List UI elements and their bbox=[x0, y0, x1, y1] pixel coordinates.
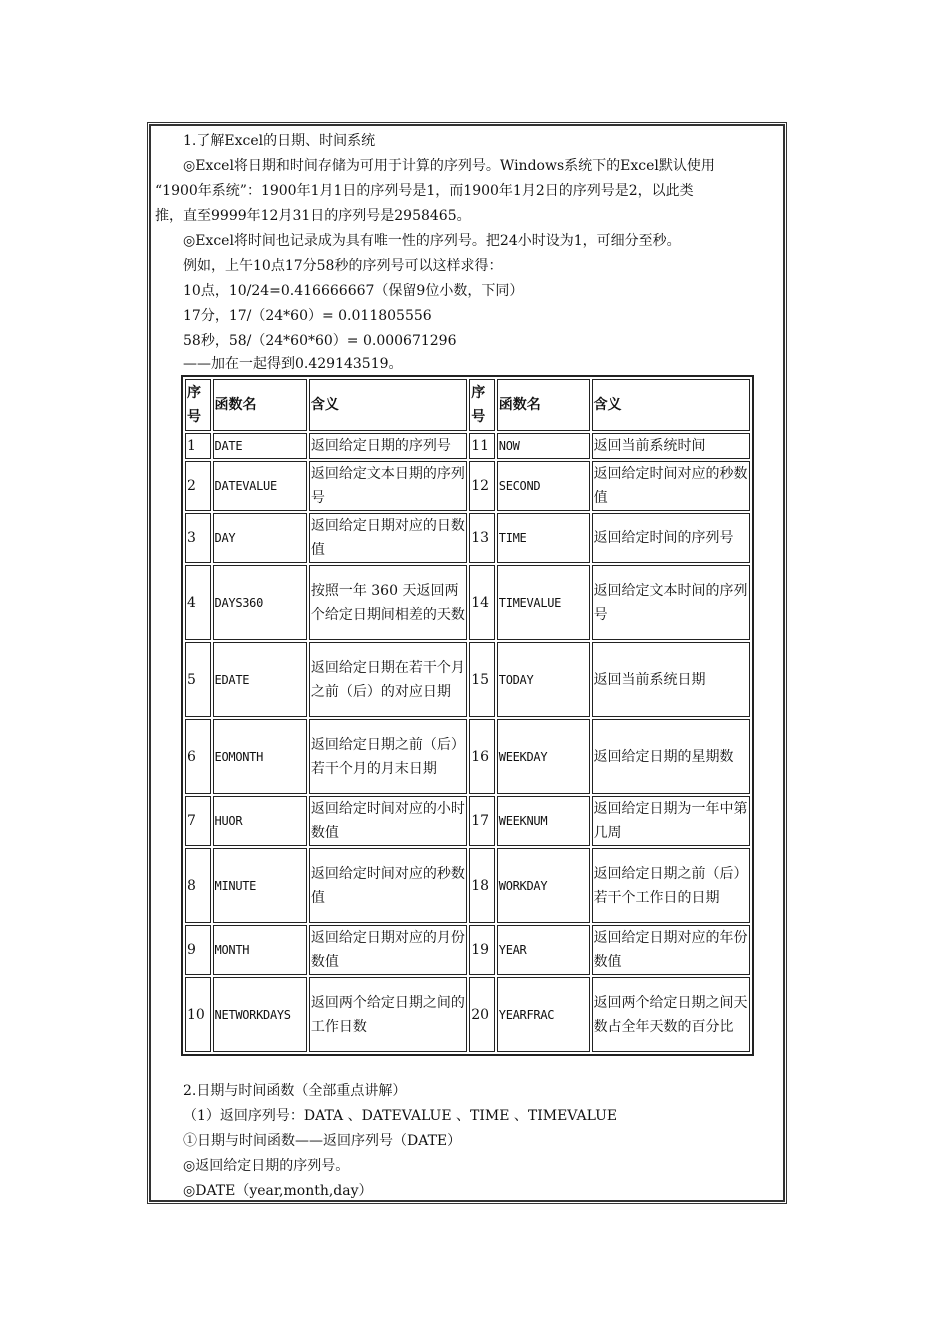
section1-title: 1.了解Excel的日期、时间系统 bbox=[183, 133, 376, 149]
row-function-right: WORKDAY bbox=[497, 848, 590, 923]
row-meaning-left: 按照一年 360 天返回两个给定日期间相差的天数 bbox=[309, 565, 467, 640]
row-meaning-left: 返回给定时间对应的秒数值 bbox=[309, 848, 467, 923]
row-function-right: TIME bbox=[497, 513, 590, 563]
table-row bbox=[185, 977, 750, 1052]
row-function-left: DATEVALUE bbox=[213, 461, 307, 511]
row-num-right: 12 bbox=[469, 461, 495, 511]
row-function-left: DAY bbox=[213, 513, 307, 563]
row-num-left: 2 bbox=[185, 461, 211, 511]
row-meaning-left: 返回给定日期的序列号 bbox=[309, 433, 467, 459]
row-function-left: EDATE bbox=[213, 642, 307, 717]
row-function-left: HUOR bbox=[213, 796, 307, 846]
row-function-right: YEARFRAC bbox=[497, 977, 590, 1052]
row-function-right: SECOND bbox=[497, 461, 590, 511]
row-meaning-left: 返回给定日期对应的月份数值 bbox=[309, 925, 467, 975]
section2-subtitle: （1）返回序列号：DATA 、DATEVALUE 、TIME 、TIMEVALUE bbox=[183, 1108, 618, 1124]
row-num-left: 4 bbox=[185, 565, 211, 640]
row-meaning-left: 返回给定文本日期的序列号 bbox=[309, 461, 467, 511]
row-num-right: 19 bbox=[469, 925, 495, 975]
row-num-right: 14 bbox=[469, 565, 495, 640]
row-function-right: TIMEVALUE bbox=[497, 565, 590, 640]
item-description: ◎返回给定日期的序列号。 bbox=[183, 1158, 350, 1174]
row-num-left: 9 bbox=[185, 925, 211, 975]
row-meaning-right: 返回给定时间对应的秒数值 bbox=[592, 461, 750, 511]
row-function-left: NETWORKDAYS bbox=[213, 977, 307, 1052]
row-meaning-right: 返回给定文本时间的序列号 bbox=[592, 565, 750, 640]
row-meaning-left: 返回两个给定日期之间的工作日数 bbox=[309, 977, 467, 1052]
header-num-left: 序号 bbox=[185, 379, 211, 431]
section1-para1-line2: “1900年系统”：1900年1月1日的序列号是1，而1900年1月2日的序列号是2，以此类 bbox=[155, 183, 694, 199]
row-meaning-right: 返回当前系统日期 bbox=[592, 642, 750, 717]
calc-minutes: 17分，17/（24*60）= 0.011805556 bbox=[183, 308, 432, 324]
date-function-table bbox=[181, 375, 754, 1056]
row-meaning-left: 返回给定时间对应的小时数值 bbox=[309, 796, 467, 846]
calc-seconds: 58秒，58/（24*60*60）= 0.000671296 bbox=[183, 333, 457, 349]
row-num-left: 8 bbox=[185, 848, 211, 923]
header-meaning-left: 含义 bbox=[309, 379, 467, 431]
item-heading: ①日期与时间函数——返回序列号（DATE） bbox=[183, 1133, 462, 1149]
table-row bbox=[185, 796, 750, 846]
row-num-right: 17 bbox=[469, 796, 495, 846]
row-num-left: 1 bbox=[185, 433, 211, 459]
section1-para1-line1: ◎Excel将日期和时间存储为可用于计算的序列号。Windows系统下的Excel默认使用 bbox=[183, 158, 715, 174]
row-num-right: 18 bbox=[469, 848, 495, 923]
section2-title: 2.日期与时间函数（全部重点讲解） bbox=[183, 1083, 407, 1099]
row-function-left: DAYS360 bbox=[213, 565, 307, 640]
header-name-right: 函数名 bbox=[497, 379, 590, 431]
row-function-left: MINUTE bbox=[213, 848, 307, 923]
row-num-right: 13 bbox=[469, 513, 495, 563]
row-function-right: WEEKDAY bbox=[497, 719, 590, 794]
row-meaning-right: 返回给定日期之前（后）若干个工作日的日期 bbox=[592, 848, 750, 923]
row-meaning-right: 返回给定时间的序列号 bbox=[592, 513, 750, 563]
row-num-left: 10 bbox=[185, 977, 211, 1052]
calc-hours: 10点，10/24=0.416666667（保留9位小数，下同） bbox=[183, 283, 524, 299]
row-num-left: 5 bbox=[185, 642, 211, 717]
table-row bbox=[185, 461, 750, 511]
table-header-row bbox=[185, 379, 750, 431]
row-meaning-right: 返回两个给定日期之间天数占全年天数的百分比 bbox=[592, 977, 750, 1052]
table-row bbox=[185, 513, 750, 563]
row-num-right: 15 bbox=[469, 642, 495, 717]
table-row bbox=[185, 925, 750, 975]
row-meaning-left: 返回给定日期对应的日数值 bbox=[309, 513, 467, 563]
table-row bbox=[185, 642, 750, 717]
item-syntax: ◎DATE（year,month,day） bbox=[183, 1183, 373, 1199]
header-meaning-right: 含义 bbox=[592, 379, 750, 431]
row-meaning-left: 返回给定日期之前（后）若干个月的月末日期 bbox=[309, 719, 467, 794]
table-row bbox=[185, 565, 750, 640]
row-function-right: TODAY bbox=[497, 642, 590, 717]
row-meaning-right: 返回当前系统时间 bbox=[592, 433, 750, 459]
row-num-right: 20 bbox=[469, 977, 495, 1052]
section1-para1-line3: 推，直至9999年12月31日的序列号是2958465。 bbox=[155, 208, 471, 224]
row-meaning-right: 返回给定日期的星期数 bbox=[592, 719, 750, 794]
table-row bbox=[185, 433, 750, 459]
row-function-right: NOW bbox=[497, 433, 590, 459]
example-intro: 例如，上午10点17分58秒的序列号可以这样求得： bbox=[183, 258, 503, 274]
row-function-right: WEEKNUM bbox=[497, 796, 590, 846]
row-meaning-right: 返回给定日期对应的年份数值 bbox=[592, 925, 750, 975]
row-num-left: 6 bbox=[185, 719, 211, 794]
row-num-left: 3 bbox=[185, 513, 211, 563]
row-function-left: DATE bbox=[213, 433, 307, 459]
header-num-right: 序号 bbox=[469, 379, 495, 431]
row-num-left: 7 bbox=[185, 796, 211, 846]
row-num-right: 16 bbox=[469, 719, 495, 794]
row-function-right: YEAR bbox=[497, 925, 590, 975]
row-function-left: EOMONTH bbox=[213, 719, 307, 794]
row-meaning-right: 返回给定日期为一年中第几周 bbox=[592, 796, 750, 846]
row-num-right: 11 bbox=[469, 433, 495, 459]
calc-total: ——加在一起得到0.429143519。 bbox=[183, 356, 403, 372]
section1-para2: ◎Excel将时间也记录成为具有唯一性的序列号。把24小时设为1，可细分至秒。 bbox=[183, 233, 681, 249]
table-row bbox=[185, 719, 750, 794]
header-name-left: 函数名 bbox=[213, 379, 307, 431]
row-function-left: MONTH bbox=[213, 925, 307, 975]
table-row bbox=[185, 848, 750, 923]
row-meaning-left: 返回给定日期在若干个月之前（后）的对应日期 bbox=[309, 642, 467, 717]
